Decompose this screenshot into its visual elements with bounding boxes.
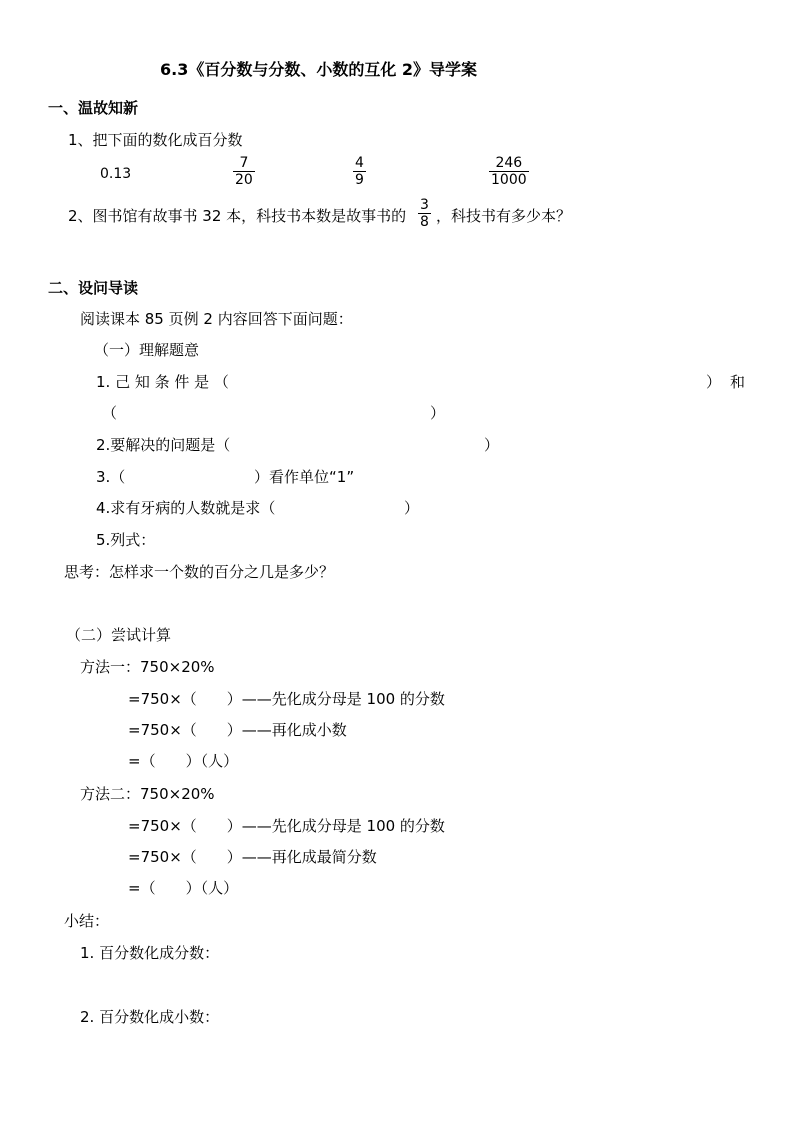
question-1: 1、把下面的数化成百分数 (68, 131, 243, 149)
fraction-4-9 (353, 155, 366, 188)
fraction-numerator: 7 (239, 155, 249, 171)
fraction-denominator: 8 (420, 214, 429, 230)
method-1-step-2: =750×（ ）——再化成小数 (128, 721, 347, 739)
problem-to-solve-close: ） (484, 436, 500, 454)
known-conditions: 1. 己 知 条 件 是 （ (96, 373, 229, 391)
fraction-numerator: 3 (420, 197, 429, 213)
method-2-step-1: =750×（ ）——先化成分母是 100 的分数 (128, 817, 445, 835)
equation-label: 5.列式： (96, 531, 156, 549)
subsection-try: （二）尝试计算 (66, 626, 172, 644)
summary-item-2: 2. 百分数化成小数： (80, 1008, 220, 1026)
question-2-tail: ，科技书有多少本？ (436, 207, 572, 225)
fraction-denominator: 9 (355, 172, 364, 188)
method-2-step-3: =（ ）（人） (128, 879, 239, 897)
question-2-text: 2、图书馆有故事书 32 本，科技书本数是故事书的 (68, 207, 407, 225)
fraction-3-8 (418, 197, 431, 230)
fraction-denominator: 1000 (491, 172, 527, 188)
known-conditions-2-close: ） (430, 404, 446, 422)
tooth-problem-close: ） (404, 499, 420, 517)
decimal-item: 0.13 (100, 166, 132, 182)
fraction-numerator: 4 (355, 155, 364, 171)
summary-item-1: 1. 百分数化成分数： (80, 944, 220, 962)
problem-to-solve: 2.要解决的问题是（ (96, 436, 231, 454)
method-2: 方法二：750×20% (80, 785, 215, 803)
question-2 (68, 206, 406, 226)
method-2-step-2: =750×（ ）——再化成最简分数 (128, 848, 377, 866)
fraction-numerator: 246 (495, 155, 523, 171)
method-1: 方法一：750×20% (80, 658, 215, 676)
section1-heading: 一、温故知新 (48, 99, 139, 117)
known-conditions-and: 和 (730, 373, 746, 391)
fraction-denominator: 20 (235, 172, 253, 188)
fraction-7-20 (233, 155, 255, 188)
method-1-step-3: =（ ）（人） (128, 752, 239, 770)
subsection-understand: （一）理解题意 (94, 341, 200, 359)
unit-one-text: ）看作单位“1” (254, 468, 355, 486)
tooth-problem: 4.求有牙病的人数就是求（ (96, 499, 276, 517)
unit-one-open: 3.（ (96, 468, 126, 486)
page-title: 6.3《百分数与分数、小数的互化 2》导学案 (160, 60, 478, 79)
known-conditions-close: ） (706, 373, 722, 391)
fraction-246-1000 (489, 155, 529, 188)
method-1-step-1: =750×（ ）——先化成分母是 100 的分数 (128, 690, 445, 708)
think-question: 思考：怎样求一个数的百分之几是多少？ (64, 563, 335, 581)
reading-intro: 阅读课本 85 页例 2 内容回答下面问题： (80, 310, 353, 328)
section2-heading: 二、设问导读 (48, 279, 139, 297)
summary-label: 小结： (64, 912, 110, 930)
known-conditions-2-open: （ (102, 404, 118, 422)
